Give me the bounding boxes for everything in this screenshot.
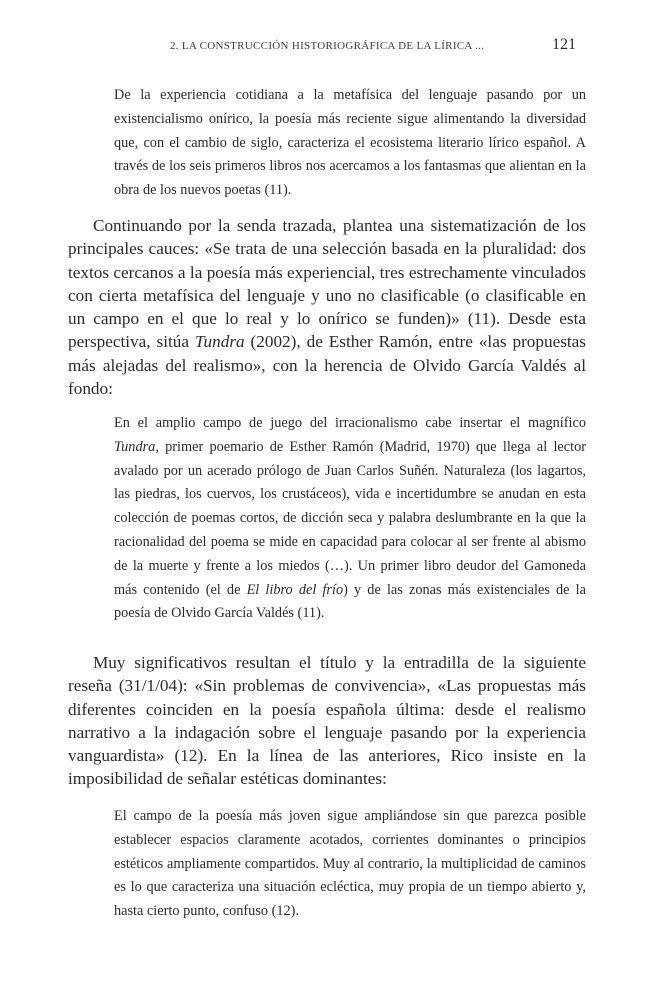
book-title: Tundra, — [114, 438, 159, 455]
body-paragraph-2: Muy significativos resultan el título y la entradilla de la siguiente reseña (31/1/04): «Sin problemas de convivencia», «Las propuestas más diferentes coinciden en la poesía española última: desde el realismo narrativo a la indagación sobre el lenguaje pasando por la experiencia vanguardista» (12). En la línea de las anteriores, Rico insiste en la imposibilidad de señalar estéticas dominantes: — [68, 653, 586, 789]
page-header — [0, 36, 650, 58]
body-paragraph-1 — [68, 214, 586, 400]
paragraph-text: (2002), de Esther Ramón, entre «las propuestas más alejadas del realismo», con la herencia de Olvido García Valdés al fondo: — [68, 332, 586, 399]
page-number: 121 — [552, 36, 576, 53]
quote-text: primer poemario de Esther Ramón (Madrid, 1970) que llega al lector avalado por un acerado prólogo de Juan Carlos Suñén. Naturaleza (los lagartos, las piedras, los cuervos, los crustáceos), vida e incertidumbre se anudan en esta colección de poemas cortos, de dicción seca y palabra deslumbrante en la que la racionalidad del poema se mide en capacidad para colocar al ser frente al abismo de la muerte y frente a los miedos (…). Un primer libro deudor del Gamoneda más contenido (el de — [114, 438, 586, 598]
paragraph-text: Continuando por la senda trazada, plantea una sistematización de los principales cauces: «Se trata de una selección basada en la pluralidad: dos textos cercanos a la poesía más experiencial, tres estrechamente vinculados con cierta metafísica del lenguaje y uno no clasificable (o clasificable en un campo en el que lo real y lo onírico se funden)» (11). Desde esta perspectiva, sitúa — [68, 216, 586, 352]
block-quote-1: De la experiencia cotidiana a la metafísica del lenguaje pasando por un existencialismo onírico, la poesía más reciente sigue alimentando la diversidad que, con el cambio de siglo, caracteriza el ecosistema literario lírico español. A través de los seis primeros libros nos acercamos a los fantasmas que alientan en la obra de los nuevos poetas (11). — [114, 87, 586, 199]
block-quote-3: El campo de la poesía más joven sigue ampliándose sin que parezca posible establecer espacios claramente acotados, corrientes dominantes o principios estéticos ampliamente compartidos. Muy al contrario, la multiplicidad de caminos es lo que caracteriza una situación ecléctica, muy propia de un tiempo abierto y, hasta cierto punto, confuso (12). — [114, 808, 586, 920]
running-head: 2. LA CONSTRUCCIÓN HISTORIOGRÁFICA DE LA LÍRICA ... — [170, 40, 485, 52]
book-title: El libro del frío — [246, 581, 344, 598]
block-quote-2 — [114, 412, 586, 626]
quote-text: ) y de las zonas más existenciales de la poesía de Olvido García Valdés (11). — [114, 581, 586, 622]
quote-text: En el amplio campo de juego del irracionalismo cabe insertar el magnífico — [114, 415, 586, 431]
book-title: Tundra — [194, 332, 245, 352]
